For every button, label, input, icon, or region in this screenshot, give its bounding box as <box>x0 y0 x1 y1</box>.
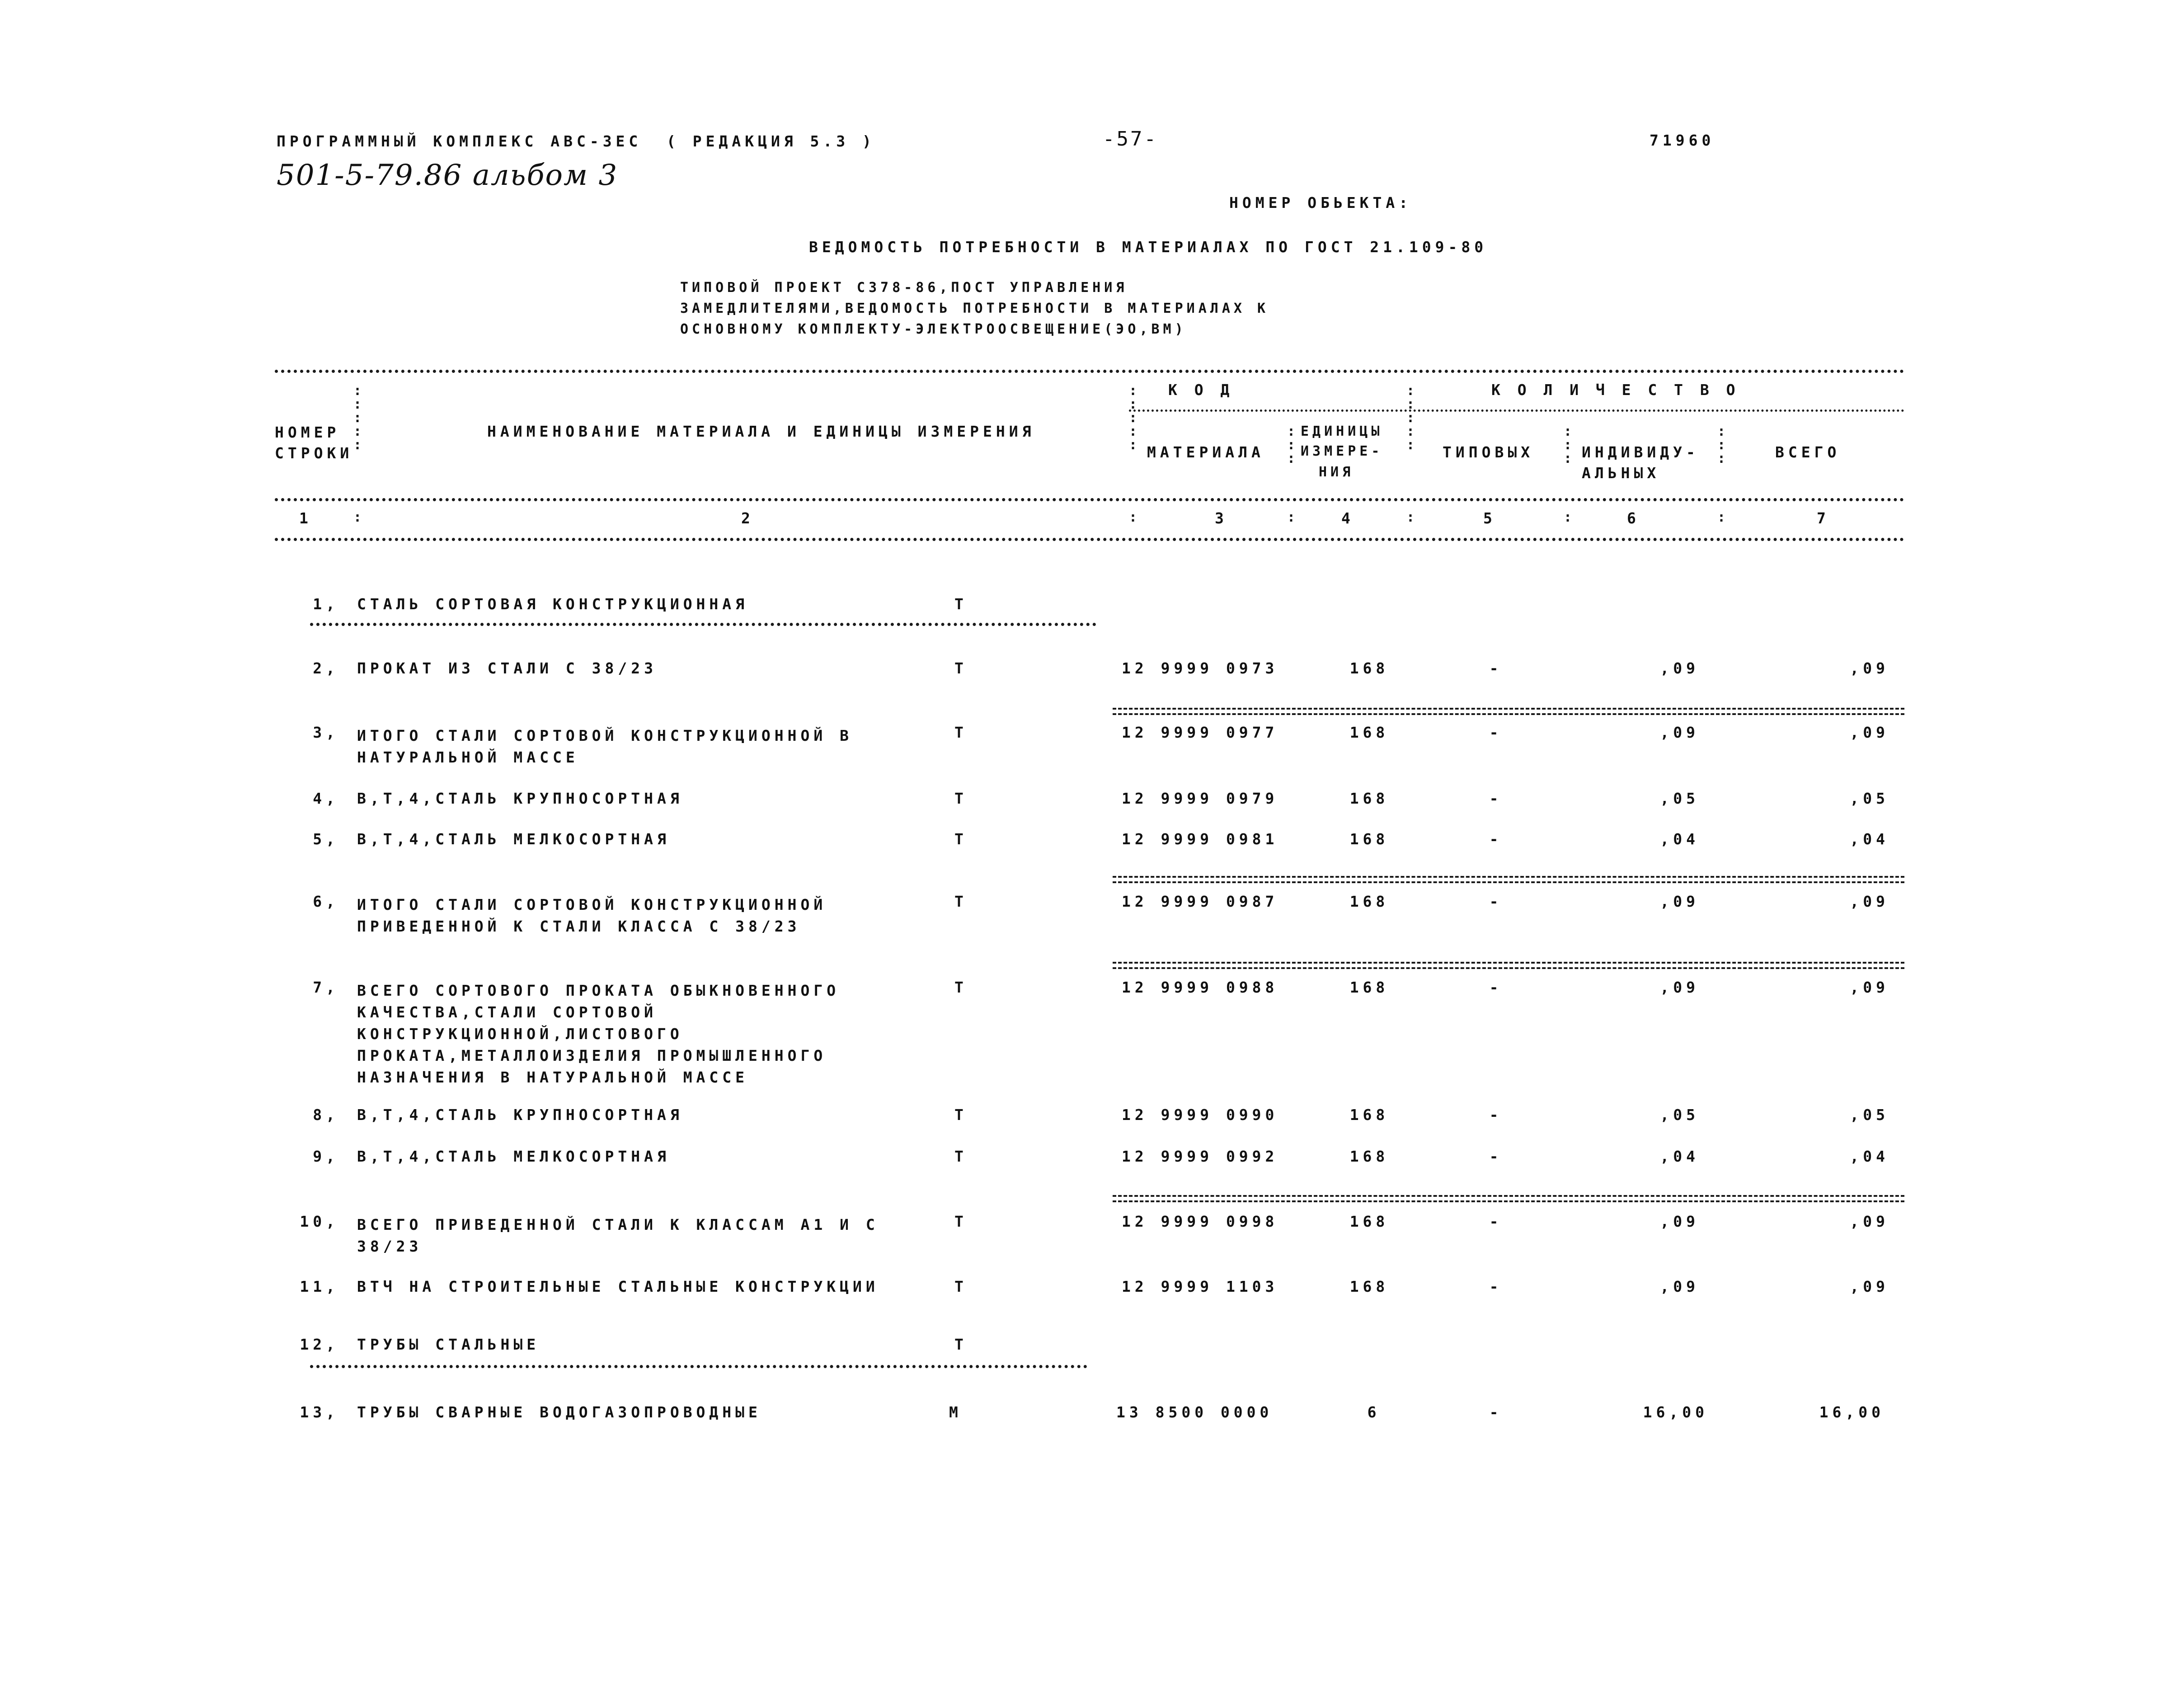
subtotal-rule <box>1113 876 1904 878</box>
material-name: ВТЧ НА СТРОИТЕЛЬНЫЕ СТАЛЬНЫЕ КОНСТРУКЦИИ <box>357 1278 879 1295</box>
column-number-3: 3 <box>1215 509 1228 527</box>
qty-typical-header: ТИПОВЫХ <box>1443 443 1534 461</box>
unit-code: 168 <box>1349 893 1389 910</box>
row-number-header-2: СТРОКИ <box>275 444 353 462</box>
unit: Т <box>954 1278 968 1295</box>
col-separator: : <box>1564 509 1572 525</box>
col-separator: : : : <box>1564 423 1572 466</box>
material-name: В,Т,4,СТАЛЬ МЕЛКОСОРТНАЯ <box>357 830 670 848</box>
material-name: ВСЕГО ПРИВЕДЕННОЙ СТАЛИ К КЛАССАМ А1 И С 38/23 <box>357 1216 879 1255</box>
unit-code: 168 <box>1349 659 1389 677</box>
unit-code: 168 <box>1349 1148 1389 1165</box>
material-code: 12 9999 0979 <box>1122 790 1278 807</box>
material-code: 13 8500 0000 <box>1116 1403 1273 1421</box>
qty-individual: ,09 <box>1660 1278 1699 1295</box>
code-material-header: МАТЕРИАЛА <box>1147 443 1264 461</box>
unit-code: 168 <box>1349 724 1389 741</box>
material-code: 12 9999 0973 <box>1122 659 1278 677</box>
unit: Т <box>954 724 968 741</box>
qty-total: ,05 <box>1850 1106 1889 1124</box>
subtitle-line-1: ТИПОВОЙ ПРОЕКТ С378-86,ПОСТ УПРАВЛЕНИЯ <box>680 280 1128 296</box>
unit-code: 168 <box>1349 830 1389 848</box>
subtotal-rule <box>1113 713 1904 715</box>
row-number: 12, <box>300 1336 339 1353</box>
subtitle-line-2: ЗАМЕДЛИТЕЛЯМИ,ВЕДОМОСТЬ ПОТРЕБНОСТИ В МАТЕРИАЛАХ К <box>680 301 1269 316</box>
code-unit-header-1: ЕДИНИЦЫ <box>1301 423 1383 439</box>
column-number-1: 1 <box>299 509 312 527</box>
col-separator: : <box>1717 509 1726 525</box>
qty-typical: - <box>1489 1106 1503 1124</box>
qty-individual: ,09 <box>1660 1213 1699 1230</box>
qty-total: 16,00 <box>1819 1403 1885 1421</box>
document-title: ВЕДОМОСТЬ ПОТРЕБНОСТИ В МАТЕРИАЛАХ ПО ГОСТ 21.109-80 <box>809 238 1488 256</box>
qty-total-header: ВСЕГО <box>1775 443 1841 461</box>
qty-typical: - <box>1489 979 1503 996</box>
unit-code: 168 <box>1349 1278 1389 1295</box>
object-number-label: НОМЕР ОБЬЕКТА: <box>1229 194 1412 212</box>
unit-code: 168 <box>1349 1213 1389 1230</box>
qty-total: ,05 <box>1850 790 1889 807</box>
unit-code: 168 <box>1349 790 1389 807</box>
row-number-header-1: НОМЕР <box>275 423 340 441</box>
qty-typical: - <box>1489 1213 1503 1230</box>
subtotal-rule <box>1113 967 1904 969</box>
unit: Т <box>954 1336 968 1353</box>
program-name: ПРОГРАММНЫЙ КОМПЛЕКС АВС-3ЕС <box>277 132 642 150</box>
col-separator: : : : : : <box>1129 383 1137 453</box>
header-mid-rule <box>275 498 1904 501</box>
material-name: ПРОКАТ ИЗ СТАЛИ С 38/23 <box>357 659 657 677</box>
subtotal-rule <box>1113 1200 1904 1202</box>
qty-total: ,09 <box>1850 1213 1889 1230</box>
subtotal-rule <box>1113 708 1904 710</box>
qty-typical: - <box>1489 724 1503 741</box>
qty-total: ,09 <box>1850 659 1889 677</box>
column-number-5: 5 <box>1483 509 1496 527</box>
material-code: 12 9999 0992 <box>1122 1148 1278 1165</box>
header-bottom-rule <box>275 538 1904 541</box>
qty-total: ,09 <box>1850 979 1889 996</box>
qty-individual: ,04 <box>1660 830 1699 848</box>
row-number: 1, <box>313 595 339 613</box>
unit: Т <box>954 893 968 910</box>
row-number: 8, <box>313 1106 339 1124</box>
qty-individual: ,04 <box>1660 1148 1699 1165</box>
handwritten-album-reference: 501-5-79.86 альбом 3 <box>277 159 618 192</box>
qty-individual: ,09 <box>1660 724 1699 741</box>
material-name: ВСЕГО СОРТОВОГО ПРОКАТА ОБЫКНОВЕННОГО КАЧЕСТВА,СТАЛИ СОРТОВОЙ КОНСТРУКЦИОННОЙ,ЛИСТОВОГО ПРОКАТА,МЕТАЛЛОИЗДЕЛИЯ ПРОМЫШЛЕННОГО НАЗНАЧЕНИЯ В НАТУРАЛЬНОЙ МАССЕ <box>357 982 840 1086</box>
edition-label: ( РЕДАКЦИЯ 5.3 ) <box>667 132 875 150</box>
code-unit-header-3: НИЯ <box>1319 464 1354 480</box>
material-name: В,Т,4,СТАЛЬ КРУПНОСОРТНАЯ <box>357 1106 683 1124</box>
unit: Т <box>954 1213 968 1230</box>
section-rule <box>310 623 1096 626</box>
qty-total: ,09 <box>1850 724 1889 741</box>
qty-typical: - <box>1489 830 1503 848</box>
material-name: СТАЛЬ СОРТОВАЯ КОНСТРУКЦИОННАЯ <box>357 595 749 613</box>
column-number-6: 6 <box>1627 509 1640 527</box>
qty-total: ,09 <box>1850 1278 1889 1295</box>
row-number: 5, <box>313 830 339 848</box>
code-unit-header-2: ИЗМЕРЕ- <box>1301 443 1383 459</box>
subtotal-rule <box>1113 962 1904 964</box>
qty-total: ,04 <box>1850 1148 1889 1165</box>
unit: М <box>949 1403 962 1421</box>
qty-individual: ,09 <box>1660 893 1699 910</box>
row-number: 9, <box>313 1148 339 1165</box>
subtotal-rule <box>1113 881 1904 883</box>
material-code: 12 9999 0998 <box>1122 1213 1278 1230</box>
row-number: 13, <box>300 1403 339 1421</box>
qty-typical: - <box>1489 1278 1503 1295</box>
code-group-label: К О Д <box>1168 381 1234 399</box>
qty-individual-header-2: АЛЬНЫХ <box>1582 464 1660 482</box>
qty-typical: - <box>1489 1148 1503 1165</box>
qty-individual: ,05 <box>1660 1106 1699 1124</box>
qty-individual: 16,00 <box>1643 1403 1708 1421</box>
material-name: В,Т,4,СТАЛЬ КРУПНОСОРТНАЯ <box>357 790 683 807</box>
subtotal-rule <box>1113 1195 1904 1197</box>
col-separator: : <box>1287 509 1296 525</box>
qty-typical: - <box>1489 659 1503 677</box>
col-separator: : : : : : <box>1406 383 1415 453</box>
material-code: 12 9999 0987 <box>1122 893 1278 910</box>
unit: Т <box>954 830 968 848</box>
page-number: -57- <box>1103 127 1158 151</box>
unit: Т <box>954 595 968 613</box>
row-number: 11, <box>300 1278 339 1295</box>
material-name: ТРУБЫ СТАЛЬНЫЕ <box>357 1336 540 1353</box>
subtitle-line-3: ОСНОВНОМУ КОМПЛЕКТУ-ЭЛЕКТРООСВЕЩЕНИЕ(ЭО,ВМ) <box>680 321 1187 337</box>
document-number: 71960 <box>1650 132 1715 149</box>
qty-individual: ,09 <box>1660 659 1699 677</box>
unit-code: 6 <box>1367 1403 1381 1421</box>
col-separator: : <box>353 509 362 525</box>
qty-typical: - <box>1489 790 1503 807</box>
material-name: ТРУБЫ СВАРНЫЕ ВОДОГАЗОПРОВОДНЫЕ <box>357 1403 761 1421</box>
material-name: В,Т,4,СТАЛЬ МЕЛКОСОРТНАЯ <box>357 1148 670 1165</box>
unit-code: 168 <box>1349 979 1389 996</box>
unit: Т <box>954 659 968 677</box>
header-top-rule <box>275 370 1904 373</box>
unit: Т <box>954 790 968 807</box>
row-number: 7, <box>313 979 339 996</box>
column-number-2: 2 <box>741 509 754 527</box>
column-number-7: 7 <box>1817 509 1830 527</box>
qty-individual: ,05 <box>1660 790 1699 807</box>
column-number-4: 4 <box>1341 509 1354 527</box>
material-code: 12 9999 1103 <box>1122 1278 1278 1295</box>
qty-typical: - <box>1489 893 1503 910</box>
material-code: 12 9999 0988 <box>1122 979 1278 996</box>
row-number: 10, <box>300 1213 339 1230</box>
unit: Т <box>954 1106 968 1124</box>
unit: Т <box>954 1148 968 1165</box>
col-separator: : : : <box>1717 423 1726 466</box>
qty-individual: ,09 <box>1660 979 1699 996</box>
unit: Т <box>954 979 968 996</box>
section-rule <box>310 1365 1087 1368</box>
material-code: 12 9999 0981 <box>1122 830 1278 848</box>
unit-code: 168 <box>1349 1106 1389 1124</box>
material-name-header: НАИМЕНОВАНИЕ МАТЕРИАЛА И ЕДИНИЦЫ ИЗМЕРЕНИЯ <box>487 423 1035 440</box>
material-name: ИТОГО СТАЛИ СОРТОВОЙ КОНСТРУКЦИОННОЙ ПРИВЕДЕННОЙ К СТАЛИ КЛАССА С 38/23 <box>357 896 827 935</box>
material-code: 12 9999 0977 <box>1122 724 1278 741</box>
col-separator: : : : : : <box>353 383 362 453</box>
row-number: 4, <box>313 790 339 807</box>
material-code: 12 9999 0990 <box>1122 1106 1278 1124</box>
qty-typical: - <box>1489 1403 1503 1421</box>
header-group-rule <box>1129 409 1904 412</box>
qty-individual-header-1: ИНДИВИДУ- <box>1582 443 1699 461</box>
col-separator: : : : <box>1287 423 1296 466</box>
material-name: ИТОГО СТАЛИ СОРТОВОЙ КОНСТРУКЦИОННОЙ В НАТУРАЛЬНОЙ МАССЕ <box>357 727 853 766</box>
col-separator: : <box>1129 509 1137 525</box>
col-separator: : <box>1406 509 1415 525</box>
row-number: 3, <box>313 724 339 741</box>
row-number: 6, <box>313 893 339 910</box>
row-number: 2, <box>313 659 339 677</box>
quantity-group-label: К О Л И Ч Е С Т В О <box>1491 381 1739 399</box>
qty-total: ,09 <box>1850 893 1889 910</box>
qty-total: ,04 <box>1850 830 1889 848</box>
